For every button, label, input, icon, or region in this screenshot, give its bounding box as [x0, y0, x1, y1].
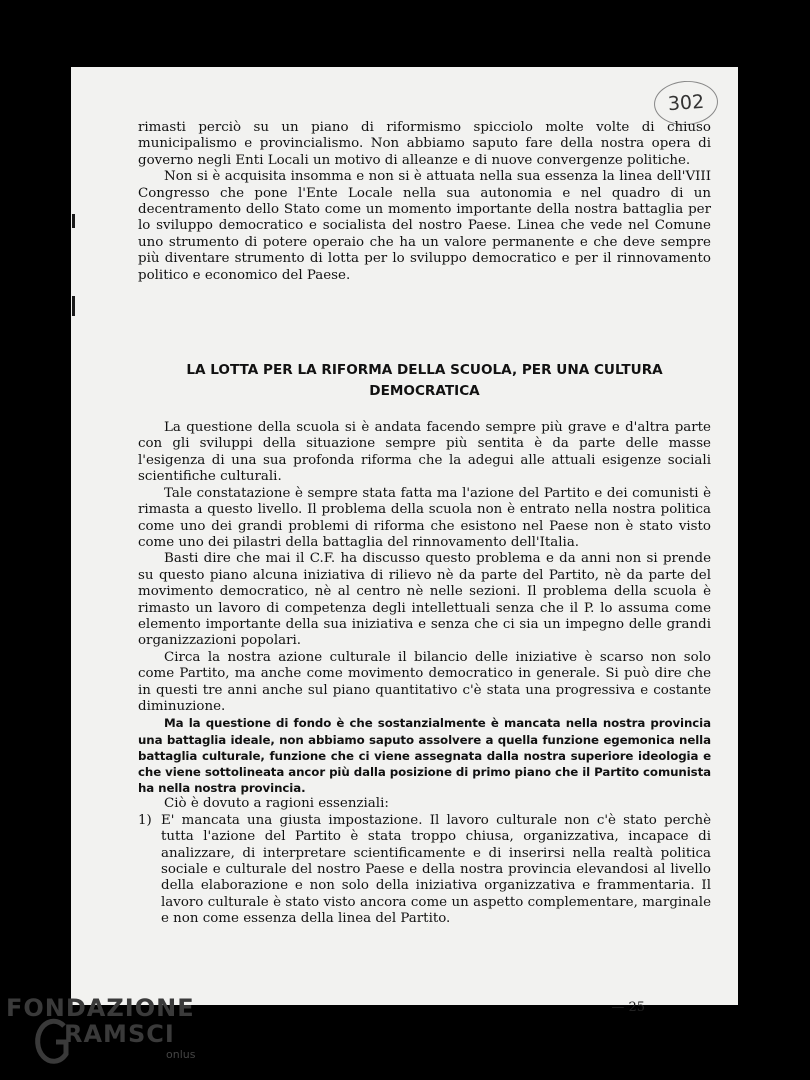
paragraph: Non si è acquisita insomma e non si è attuata nella sua essenza la linea dell'VIII Congresso che pone l'Ente Locale nella sua autonomia e nel quadro di un decentramento dello Stato come un momento importante della nostra battaglia per lo sviluppo democratico e socialista del nostro Paese. Linea che vede nel Comune uno strumento di potere operaio che ha un valore permanente e che deve sempre più diventare strumento di lotta per lo sviluppo democratico e per il rinnovamento politico e economico del Paese. [138, 169, 711, 283]
paragraph: La questione della scuola si è andata facendo sempre più grave e d'altra parte con gli sviluppi della situazione sempre più sentita è da parte delle masse l'esigenza di una sua profonda riforma che la adegui alle attuali esigenze sociali scientifiche culturali. [138, 420, 711, 485]
paragraph: rimasti perciò su un piano di riformismo spicciolo molte volte di chiuso municipalismo e provincialismo. Non abbiamo saputo fare della nostra opera di governo negli Enti Locali un motivo di alleanze e di nuove convergenze politiche. [138, 120, 711, 168]
reasons-intro: Ciò è dovuto a ragioni essenziali: [164, 796, 389, 812]
scan-edge-mark [72, 214, 75, 228]
item-number: 1) [138, 812, 152, 828]
fondazione-gramsci-logo [6, 994, 206, 1074]
page-content [138, 120, 711, 928]
archive-number: 302 [667, 90, 705, 116]
section-heading [138, 360, 711, 402]
logo-text-line1: FONDAZIONE [6, 994, 195, 1022]
item-text: E' mancata una giusta impostazione. Il lavoro culturale non c'è stato perchè tutta l'azione del Partito è stata troppo chiusa, organizzativa, incapace di analizzare, di interpretare scientificamente e di inserirsi nella realtà politica sociale e culturale del nostro Paese e della nostra provincia elevandosi al livello della elaborazione e non solo della iniziativa organizzativa e frammentaria. Il lavoro culturale è stato visto ancora come un aspetto complementare, marginale e non come essenza della linea del Partito. [161, 812, 711, 927]
paragraph: Circa la nostra azione culturale il bilancio delle iniziative è scarso non solo come Partito, ma anche come movimento democratico in generale. Si può dire che in questi tre anni anche sul piano quantitativo c'è stata una progressiva e costante diminuzione. [138, 649, 711, 714]
numbered-item [138, 813, 711, 928]
logo-text-line2: RAMSCI [64, 1020, 175, 1048]
page-number: — 25 [611, 1000, 645, 1015]
bold-paragraph: Ma la questione di fondo è che sostanzialmente è mancata nella nostra provincia una battaglia ideale, non abbiamo saputo assolvere a quella funzione egemonica nella battaglia culturale, funzione che ci viene assegnata dalla nostra superiore ideologia e che viene sottolineata ancor più dalla posizione di primo piano che il Partito comunista ha nella nostra provincia. [138, 716, 711, 796]
heading-line: LA LOTTA PER LA RIFORMA DELLA SCUOLA, PER UNA CULTURA [186, 362, 663, 379]
logo-subtitle: onlus [166, 1048, 196, 1061]
heading-line: DEMOCRATICA [369, 383, 480, 400]
scan-edge-mark [72, 296, 75, 316]
paragraph: Tale constatazione è sempre stata fatta ma l'azione del Partito e dei comunisti è rimasta a questo livello. Il problema della scuola non è entrato nella nostra politica come uno dei grandi problemi di riforma che esistono nel Paese non è stato visto come uno dei pilastri della battaglia del rinnovamento dell'Italia. [138, 485, 711, 550]
paragraph: Basti dire che mai il C.F. ha discusso questo problema e da anni non si prende su questo piano alcuna iniziativa di rilievo nè da parte del Partito, nè da parte del movimento democratico, nè al centro nè nelle sezioni. Il problema della scuola è rimasto un lavoro di competenza degli intellettuali senza che il P. lo assuma come elemento importante della sua iniziativa e senza che ci sia un impegno delle grandi organizzazioni popolari. [138, 551, 711, 649]
document-page [71, 67, 738, 1015]
